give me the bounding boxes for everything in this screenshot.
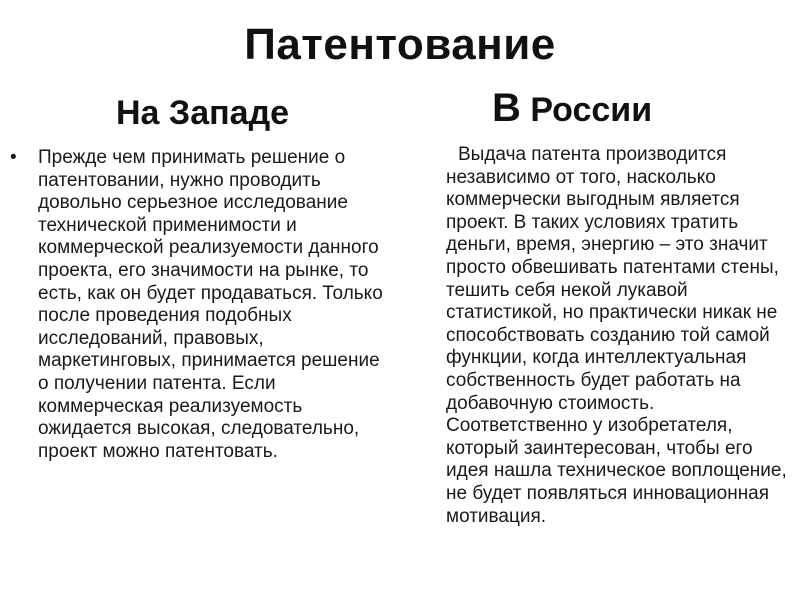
russia-heading-rest: России <box>520 91 653 129</box>
russia-heading-first-letter: В <box>492 86 521 130</box>
west-heading: На Западе <box>116 94 290 132</box>
russia-heading <box>492 86 652 131</box>
west-paragraph: Прежде чем принимать решение о патентовании, нужно проводить довольно серьезное исследование технической применимости и коммерческой реализуемости данного проекта, его значимости на рынке, то есть, как он будет продаваться. Только после проведения подобных исследований, правовых, маркетинговых, принимается решение о получении патента. Если коммерческая реализуемость ожидается высокая, следовательно, проект можно патентовать. <box>38 147 383 462</box>
bullet-icon: • <box>10 147 17 168</box>
page-title: Патентование <box>244 20 556 69</box>
russia-paragraph: Выдача патента производится независимо от того, насколько коммерчески выгодным является проект. В таких условиях тратить деньги, время, энергию – это значит просто обвешивать патентами стены, тешить себя некой лукавой статистикой, но практически никак не способствовать созданию той самой функции, когда интеллектуальная собственность будет работать на добавочную стоимость. Соответственно у изобретателя, который заинтересован, чтобы его идея нашла техническое воплощение, не будет появляться инновационная мотивация. <box>446 144 787 527</box>
